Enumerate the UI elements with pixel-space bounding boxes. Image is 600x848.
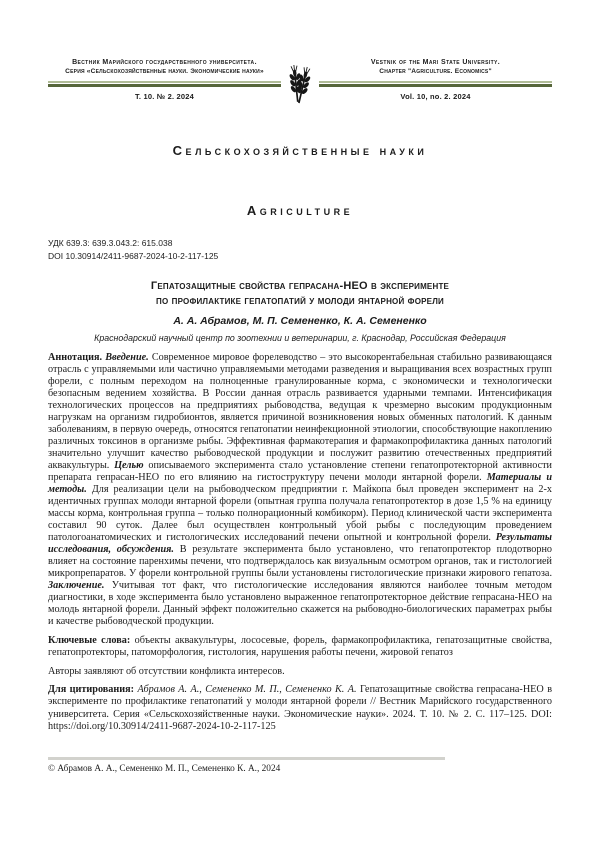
journal-header-left — [48, 58, 281, 101]
journal-header-right — [319, 58, 552, 101]
journal-name-ru: Вестник Марийского государственного университета. — [72, 59, 257, 66]
abstract-conclusion-text: Учитывая тот факт, что гистологические исследования являются наиболее точным методом диагностики, в ходе эксперимента было установлено выраженное гепатопротекторное действие гепрасана-НЕО на молодь янтарной форели. Данный эффект положительно скажется на рыбоводно-биологических параметрах рыбы и качестве рыбоводческой продукции. — [48, 580, 552, 627]
copyright-line: © Абрамов А. А., Семененко М. П., Семененко К. А., 2024 — [48, 764, 281, 774]
abstract-aim-text: описываемого эксперимента стало установление степени гепатопротекторной активности препарата гепрасан-НЕО по его влиянию на гистоструктуру печени молоди янтарной форели. — [48, 460, 552, 483]
abstract-aim-label: Целью — [114, 460, 149, 471]
article-title-line1: Гепатозащитные свойства гепрасана-НЕО в эксперименте — [150, 280, 450, 292]
page-footer — [48, 757, 552, 774]
wheat-ears-icon — [280, 58, 320, 119]
citation-authors: Абрамов А. А., Семененко М. П., Семененко К. А. — [134, 684, 360, 695]
journal-series-en: Chapter "Agriculture. Economics" — [379, 68, 492, 75]
udc-number: УДК 639.3: 639.3.043.2: 615.038 — [48, 238, 173, 248]
abstract-methods-text: Для реализации цели на рыбоводческом предприятии г. Майкопа был проведен эксперимент на 2-х идентичных группах молоди янтарной форели (опытная группа получала гепатопротектор в дозе 1,5 % на единицу массы корма, контрольная группа – только полнорационный комбикорм). Период клинической части эксперимента составил 90 суток. Далее был осуществлен контрольный убой рыбы с последующим проведением патологоанатомических и гистологических исследований печени опытной и контрольной форели. — [48, 484, 552, 543]
abstract-intro-text: Современное мировое форелеводство – это высокорентабельная стабильно развивающаяся отрасль с управляемыми или частично управляемыми методами разведения и выращивания всех возрастных групп форели, с полным переходом на полноценные гранулированные корма, с экономически и технологически безопасным ведением хозяйства. В России данная отрасль развивается ударными темпами. Интенсификация технологических процессов на предприятиях рыбоводства, ведущая к чрезмерно высоким продукционным нагрузкам на организм гидробионтов, является причиной возникновения новых обменных патологий. К данным заболеваниям, в первую очередь, относятся гепатопатии неинфекционной этиологии, способствующие накоплению различных токсинов в организме рыбы. Эффективная фармакотерапия и фармакопрофилактика данных патологий значительно улучшит качество рыбоводческой продукции и послужит развитию отечественных предприятий аквакультуры. — [48, 352, 552, 471]
section-heading-ru: Сельскохозяйственные науки — [172, 143, 428, 158]
journal-series-ru: Серия «Сельскохозяйственные науки. Экономические науки» — [65, 68, 264, 75]
abstract-results-label: Результаты исследования, обсуждения. — [48, 532, 552, 555]
keywords-text: объекты аквакультуры, лососевые, форель, фармакопрофилактика, гепатозащитные свойства, гепатопротекторы, патоморфология, гистология, нарушения работы печени, жировой гепатоз — [48, 635, 552, 658]
affiliation-line: Краснодарский научный центр по зоотехнии и ветеринарии, г. Краснодар, Российская Федерация — [94, 333, 506, 343]
article-title-line2: по профилактике гепатопатий у молоди янтарной форели — [156, 295, 444, 307]
volume-ru: Т. 10. № 2. 2024 — [134, 92, 195, 101]
doi-link[interactable]: https://doi.org/10.30914/2411-9687-2024-10-2-117-125 — [48, 720, 276, 732]
journal-header — [48, 58, 552, 101]
citation-text: Гепатозащитные свойства гепрасана-НЕО в эксперименте по профилактике гепатопатий у молоди янтарной форели // Вестник Марийского государственного университета. Серия «Сельскохозяйственные науки. Экономические науки». 2024. Т. 10. № 2. С. 117–125. DOI: — [48, 684, 552, 720]
citation-label: Для цитирования: — [48, 684, 135, 695]
journal-name-en: Vestnik of the Mari State University. — [370, 59, 501, 66]
abstract-intro-label: Введение. — [105, 352, 152, 363]
abstract-results-text: В результате эксперимента было установлено, что гепатопротектор плодотворно влияет на состояние паренхимы печени, что подтверждалось как визуальным осмотром органов, так и гистологией микропрепаратов. У форели контрольной группы были установлены гистологические признаки жирового гепатоза. — [48, 544, 552, 579]
abstract-conclusion-label: Заключение. — [48, 580, 112, 591]
abstract-methods-label: Материалы и методы. — [48, 472, 552, 495]
authors-line: А. А. Абрамов, М. П. Семененко, К. А. Семененко — [173, 315, 427, 327]
udc-doi-block — [48, 237, 552, 263]
doi-number: DOI 10.30914/2411-9687-2024-10-2-117-125 — [48, 251, 219, 261]
article-title — [48, 279, 552, 309]
header-rule-left — [48, 81, 281, 87]
abstract-label: Аннотация. — [48, 352, 106, 363]
footer-separator-line — [48, 757, 445, 760]
citation-paragraph — [48, 684, 552, 733]
keywords-label: Ключевые слова: — [48, 635, 131, 646]
volume-en: Vol. 10, no. 2. 2024 — [400, 92, 471, 101]
header-rule-right — [319, 81, 552, 87]
abstract-paragraph — [48, 352, 552, 628]
conflict-statement: Авторы заявляют об отсутствии конфликта интересов. — [48, 666, 285, 677]
section-heading-en: Agriculture — [246, 203, 354, 218]
keywords-paragraph — [48, 635, 552, 659]
